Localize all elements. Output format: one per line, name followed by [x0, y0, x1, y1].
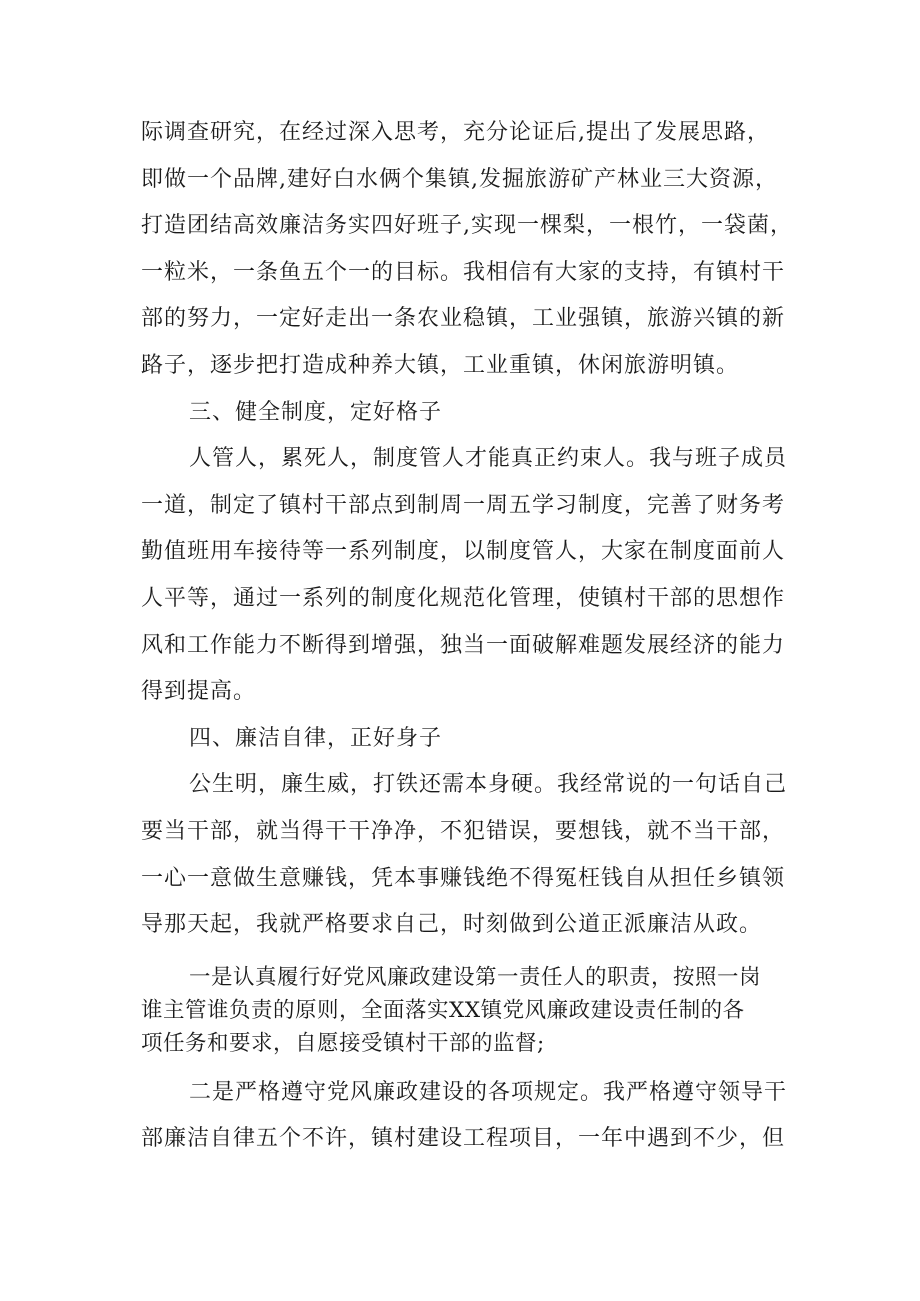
text-line: 勤值班用车接待等一系列制度，以制度管人，大家在制度面前人	[141, 539, 786, 565]
text-line: 风和工作能力不断得到增强，独当一面破解难题发展经济的能力	[141, 632, 786, 658]
text-line: 即做一个品牌,建好白水俩个集镇,发掘旅游矿产林业三大资源，	[141, 166, 778, 192]
text-line: 路子，逐步把打造成种养大镇，工业重镇，休闲旅游明镇。	[141, 352, 740, 378]
text-line: 人平等，通过一系列的制度化规范化管理，使镇村干部的思想作	[141, 585, 786, 611]
section-heading-3: 三、健全制度，定好格子	[189, 399, 443, 425]
document-page	[141, 110, 801, 1163]
text-line: 要当干部，就当得干干净净，不犯错误，要想钱，就不当干部，	[141, 818, 786, 844]
text-line: 部的努力，一定好走出一条农业稳镇，工业强镇，旅游兴镇的新	[141, 306, 786, 332]
text-line: 一粒米，一条鱼五个一的目标。我相信有大家的支持，有镇村干	[141, 259, 786, 285]
text-line: 二是严格遵守党风廉政建设的各项规定。我严格遵守领导干	[189, 1079, 788, 1105]
paragraph-responsibility	[141, 961, 801, 1060]
section-heading-4: 四、廉洁自律，正好身子	[189, 725, 443, 751]
text-line: 导那天起，我就严格要求自己，时刻做到公道正派廉洁从政。	[141, 912, 763, 938]
text-line: 项任务和要求，自愿接受镇村干部的监督;	[141, 1030, 545, 1056]
paragraph-development-plan	[141, 110, 801, 390]
text-line: 一心一意做生意赚钱，凭本事赚钱绝不得冤枉钱自从担任乡镇领	[141, 865, 786, 891]
text-line: 人管人，累死人，制度管人才能真正约束人。我与班子成员	[189, 446, 788, 472]
paragraph-integrity	[141, 762, 801, 948]
text-line: 得到提高。	[141, 679, 257, 705]
text-line: 际调查研究，在经过深入思考，充分论证后,提出了发展思路，	[141, 120, 770, 145]
text-line: 打造团结高效廉洁务实四好班子,实现一棵梨，一根竹，一袋菌，	[141, 213, 793, 239]
paragraph-compliance	[141, 1070, 801, 1163]
text-line: 一是认真履行好党风廉政建设第一责任人的职责，按照一岗	[189, 964, 762, 990]
text-line: 公生明，廉生威，打铁还需本身硬。我经常说的一句话自己	[189, 772, 788, 798]
text-line: 谁主管谁负责的原则，全面落实XX镇党风廉政建设责任制的各	[141, 997, 745, 1023]
paragraph-systems	[141, 436, 801, 716]
text-line: 一道，制定了镇村干部点到制周一周五学习制度，完善了财务考	[141, 492, 786, 518]
text-line: 部廉洁自律五个不许，镇村建设工程项目，一年中遇到不少，但	[141, 1126, 786, 1152]
